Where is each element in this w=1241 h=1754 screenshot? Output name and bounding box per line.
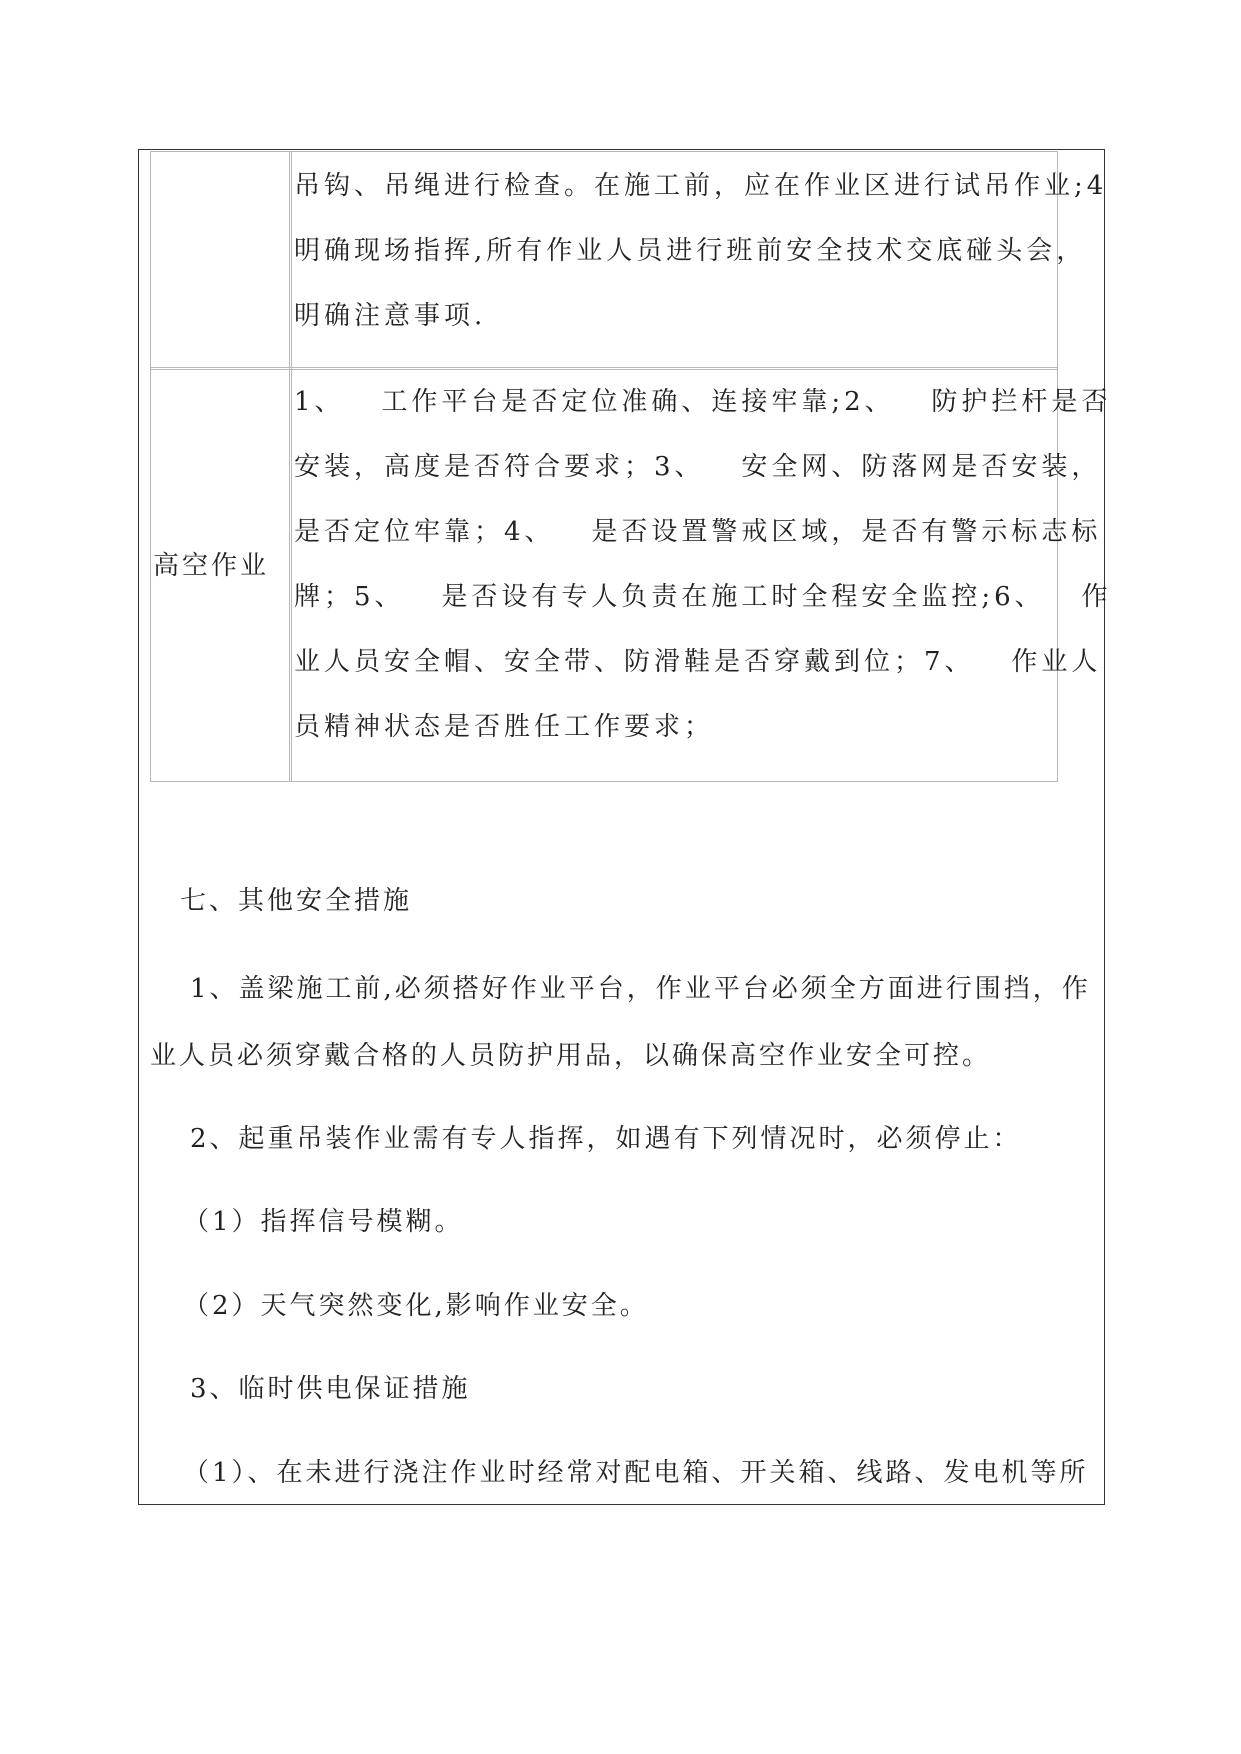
table-row1-line1: 吊钩、吊绳进行检查。在施工前，应在作业区进行试吊作业;4 <box>294 171 1108 201</box>
paragraph-1-line2: 业人员必须穿戴合格的人员防护用品，以确保高空作业安全可控。 <box>150 1041 992 1071</box>
table-row2-line2: 安装，高度是否符合要求；3、 安全网、防落网是否安装， <box>294 452 1102 482</box>
table-column-divider <box>289 151 292 782</box>
table-row2-line5: 业人员安全帽、安全带、防滑鞋是否穿戴到位；7、 作业人 <box>294 647 1102 677</box>
paragraph-3: 3、临时供电保证措施 <box>190 1374 471 1404</box>
table-row2-line4: 牌；5、 是否设有专人负责在施工时全程安全监控;6、 作 <box>294 582 1112 612</box>
paragraph-3-item-1: （1）、在未进行浇注作业时经常对配电箱、开关箱、线路、发电机等所 <box>183 1458 1089 1488</box>
table-row2-label: 高空作业 <box>153 551 270 581</box>
paragraph-1-line1: 1、盖梁施工前,必须搭好作业平台，作业平台必须全方面进行围挡，作 <box>190 974 1091 1004</box>
section-heading: 七、其他安全措施 <box>180 886 413 916</box>
table-row1-line2: 明确现场指挥,所有作业人员进行班前安全技术交底碰头会， <box>294 236 1087 266</box>
table-row2-line1: 1、 工作平台是否定位准确、连接牢靠;2、 防护拦杆是否 <box>294 387 1112 417</box>
paragraph-2-item-1: （1）指挥信号模糊。 <box>183 1207 464 1237</box>
paragraph-2: 2、起重吊装作业需有专人指挥，如遇有下列情况时，必须停止： <box>190 1124 1022 1154</box>
table-row2-line6: 员精神状态是否胜任工作要求； <box>294 712 715 742</box>
table-row1-line3: 明确注意事项. <box>294 301 487 331</box>
table-row2-line3: 是否定位牢靠；4、 是否设置警戒区域，是否有警示标志标 <box>294 517 1102 547</box>
paragraph-2-item-2: （2）天气突然变化,影响作业安全。 <box>183 1291 649 1321</box>
